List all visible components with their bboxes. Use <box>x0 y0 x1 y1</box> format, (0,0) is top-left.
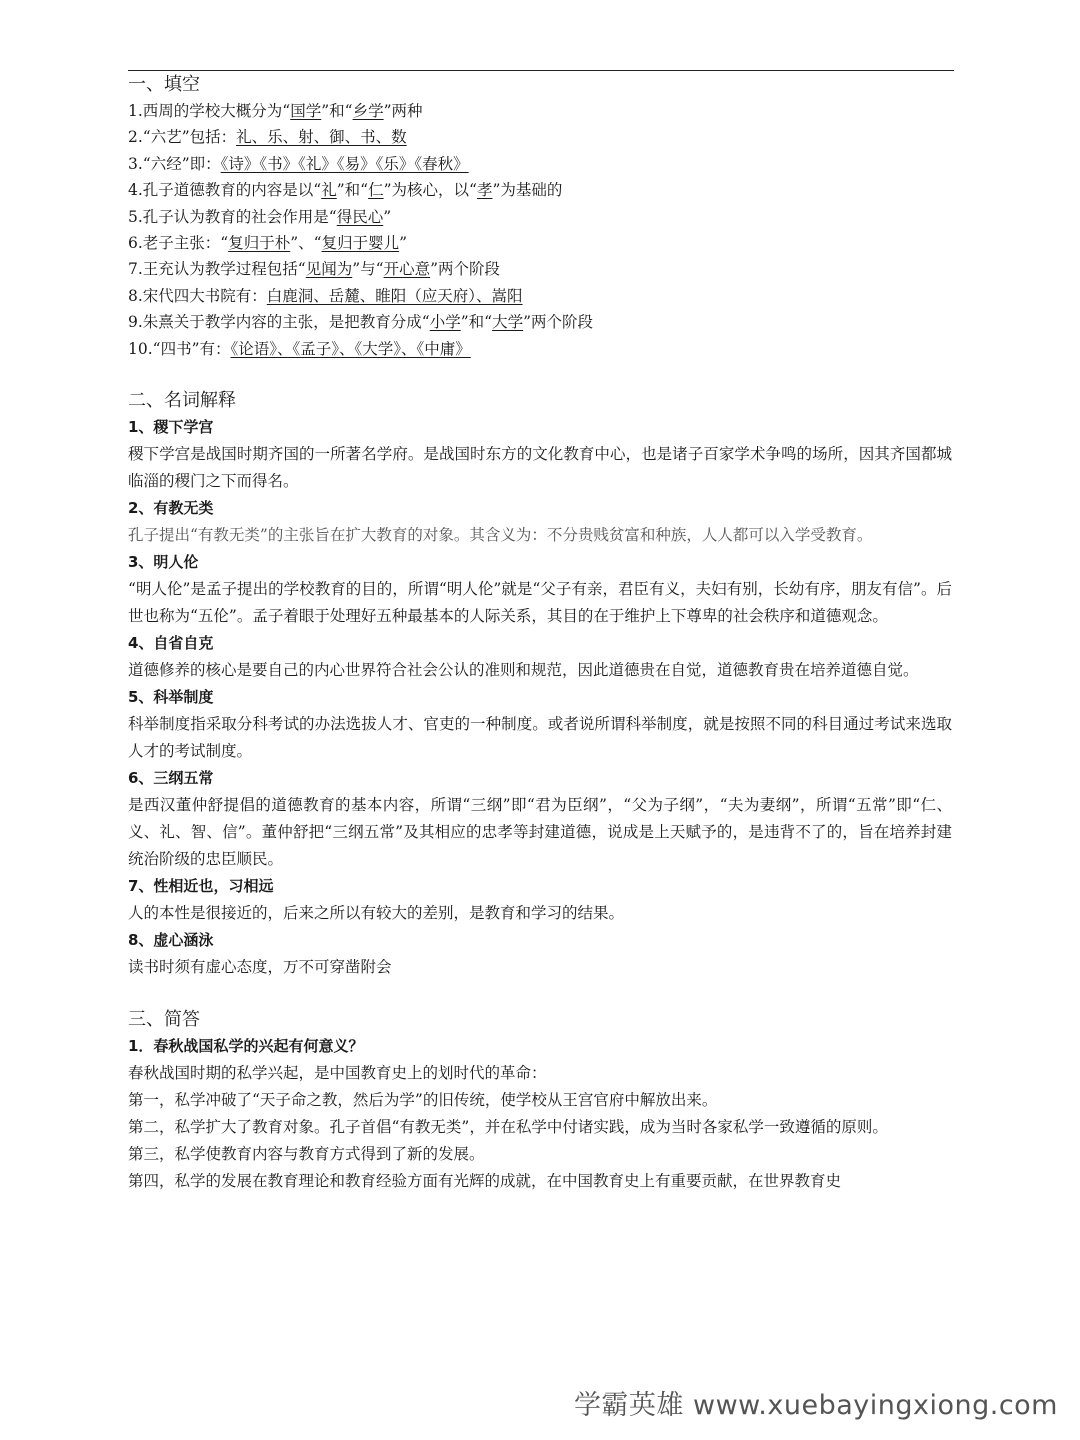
item-text: 6.老子主张：“ <box>128 234 229 253</box>
term-body: 读书时须有虚心态度，万不可穿凿附会 <box>128 958 392 977</box>
term-body: 孔子提出“有教无类”的主张旨在扩大教育的对象。其含义为：不分贵贱贫富和种族，人人都可以入学受教育。 <box>128 526 873 545</box>
fill-blank-item <box>128 230 952 256</box>
section-spacer <box>128 981 952 1007</box>
answer-blank: 大学 <box>492 313 524 332</box>
answer-blank: 《论语》、《孟子》、《大学》、《中庸》 <box>230 339 471 358</box>
term-body: 道德修养的核心是要自己的内心世界符合社会公认的准则和规范，因此道德贵在自觉，道德教育贵在培养道德自觉。 <box>128 661 919 680</box>
answer-blank: 孝 <box>476 181 493 200</box>
header-rule <box>128 70 954 71</box>
answer-blank: 《诗》《书》《礼》《易》《乐》《春秋》 <box>220 154 469 173</box>
item-text: ”和“ <box>336 181 369 200</box>
fill-blank-item <box>128 151 952 177</box>
item-text: 1.西周的学校大概分为“ <box>128 102 291 120</box>
item-text: ”两个阶段 <box>430 260 501 279</box>
item-text: 5.孔子认为教育的社会作用是“ <box>128 207 337 226</box>
term-title: 6、三纲五常 <box>128 769 214 788</box>
fill-blank-item <box>128 98 952 124</box>
fill-blank-item <box>128 336 952 362</box>
answer-blank: 见闻为 <box>305 260 353 279</box>
fill-blank-item <box>128 309 952 335</box>
item-text: 10.“四书”有： <box>128 339 231 358</box>
site-watermark: 学霸英雄 www.xuebayingxiong.com <box>573 1390 1058 1421</box>
term-title: 8、虚心涵泳 <box>128 931 214 950</box>
term-body: 科举制度指采取分科考试的办法选拔人才、官吏的一种制度。或者说所谓科举制度，就是按照不同的科目通过考试来选取人才的考试制度。 <box>128 715 952 761</box>
fill-blank-item <box>128 283 952 309</box>
answer-point: 第一，私学冲破了“天子命之教，然后为学”的旧传统，使学校从王宫官府中解放出来。 <box>128 1091 718 1110</box>
item-text: ”为核心，以“ <box>383 181 477 200</box>
fill-blank-item <box>128 204 952 230</box>
answer-blank: 礼、乐、射、御、书、数 <box>236 128 407 147</box>
section-title-short-answer: 三、简答 <box>128 1009 200 1031</box>
item-text: 9.朱熹关于教学内容的主张，是把教育分成“ <box>128 313 430 332</box>
section-spacer <box>128 362 952 388</box>
answer-blank: 仁 <box>368 181 384 200</box>
term-body: 是西汉董仲舒提倡的道德教育的基本内容，所谓“三纲”即“君为臣纲”，“父为子纲”，“夫为妻纲”，所谓“五常”即“仁、义、礼、智、信”。董仲舒把“三纲五常”及其相应的忠孝等封建道德，说成是上天赋予的，是违背不了的，旨在培养封建统治阶级的忠臣顺民。 <box>128 796 952 869</box>
item-text: ” <box>399 234 408 253</box>
item-text: ” <box>383 207 392 226</box>
item-text: 4.孔子道德教育的内容是以“ <box>128 181 322 200</box>
answer-point: 第二，私学扩大了教育对象。孔子首倡“有教无类”，并在私学中付诸实践，成为当时各家私学一致遵循的原则。 <box>128 1118 888 1137</box>
answer-blank: 小学 <box>429 313 461 332</box>
item-text: 8.宋代四大书院有： <box>128 286 267 305</box>
term-list <box>128 414 952 981</box>
fill-blank-item <box>128 124 952 150</box>
item-text: ”为基础的 <box>492 181 563 200</box>
answer-point: 第四，私学的发展在教育理论和教育经验方面有光辉的成就，在中国教育史上有重要贡献，在世界教育史 <box>128 1172 842 1191</box>
question-title: 1．春秋战国私学的兴起有何意义？ <box>128 1037 364 1056</box>
answer-blank: 复归于朴 <box>228 234 291 253</box>
fill-blank-list <box>128 98 952 362</box>
term-body: 稷下学宫是战国时期齐国的一所著名学府。是战国时东方的文化教育中心，也是诸子百家学术争鸣的场所，因其齐国都城临淄的稷门之下而得名。 <box>128 445 952 491</box>
term-title: 7、性相近也，习相远 <box>128 877 274 896</box>
answer-blank: 礼 <box>321 181 337 200</box>
term-body: “明人伦”是孟子提出的学校教育的目的，所谓“明人伦”就是“父子有亲，君臣有义，夫妇有别，长幼有序，朋友有信”。后世也称为“五伦”。孟子着眼于处理好五种最基本的人际关系，其目的在于维护上下尊卑的社会秩序和道德观念。 <box>128 580 952 626</box>
document-content <box>128 72 952 1195</box>
answer-blank: 得民心 <box>336 207 384 226</box>
item-text: ”、“ <box>290 234 322 253</box>
answer-blank: 国学 <box>290 102 322 120</box>
item-text: 2.“六艺”包括： <box>128 128 237 147</box>
fill-blank-item <box>128 177 952 203</box>
answer-blank: 开心意 <box>383 260 431 279</box>
section-title-fill-blank: 一、填空 <box>128 74 200 95</box>
term-title: 3、明人伦 <box>128 553 199 572</box>
item-text: ”两个阶段 <box>523 313 594 332</box>
answer-blank: 乡学 <box>352 102 384 120</box>
answer-blank: 复归于婴儿 <box>321 234 400 253</box>
item-text: ”两种 <box>383 102 423 120</box>
term-title: 2、有教无类 <box>128 499 214 518</box>
item-text: ”和“ <box>460 313 493 332</box>
item-text: 7.王充认为教学过程包括“ <box>128 260 306 279</box>
term-title: 4、自省自克 <box>128 634 214 653</box>
item-text: 3.“六经”即： <box>128 154 221 173</box>
answer-point: 第三，私学使教育内容与教育方式得到了新的发展。 <box>128 1145 485 1164</box>
fill-blank-item <box>128 256 952 282</box>
answer-blank: 白鹿洞、岳麓、睢阳（应天府）、嵩阳 <box>266 286 523 305</box>
answer-intro: 春秋战国时期的私学兴起，是中国教育史上的划时代的革命： <box>128 1064 547 1083</box>
term-body: 人的本性是很接近的，后来之所以有较大的差别，是教育和学习的结果。 <box>128 904 625 923</box>
section-title-terms: 二、名词解释 <box>128 390 236 412</box>
item-text: ”和“ <box>321 102 353 120</box>
item-text: ”与“ <box>352 260 384 279</box>
term-title: 5、科举制度 <box>128 688 214 707</box>
term-title: 1、稷下学宫 <box>128 418 214 437</box>
